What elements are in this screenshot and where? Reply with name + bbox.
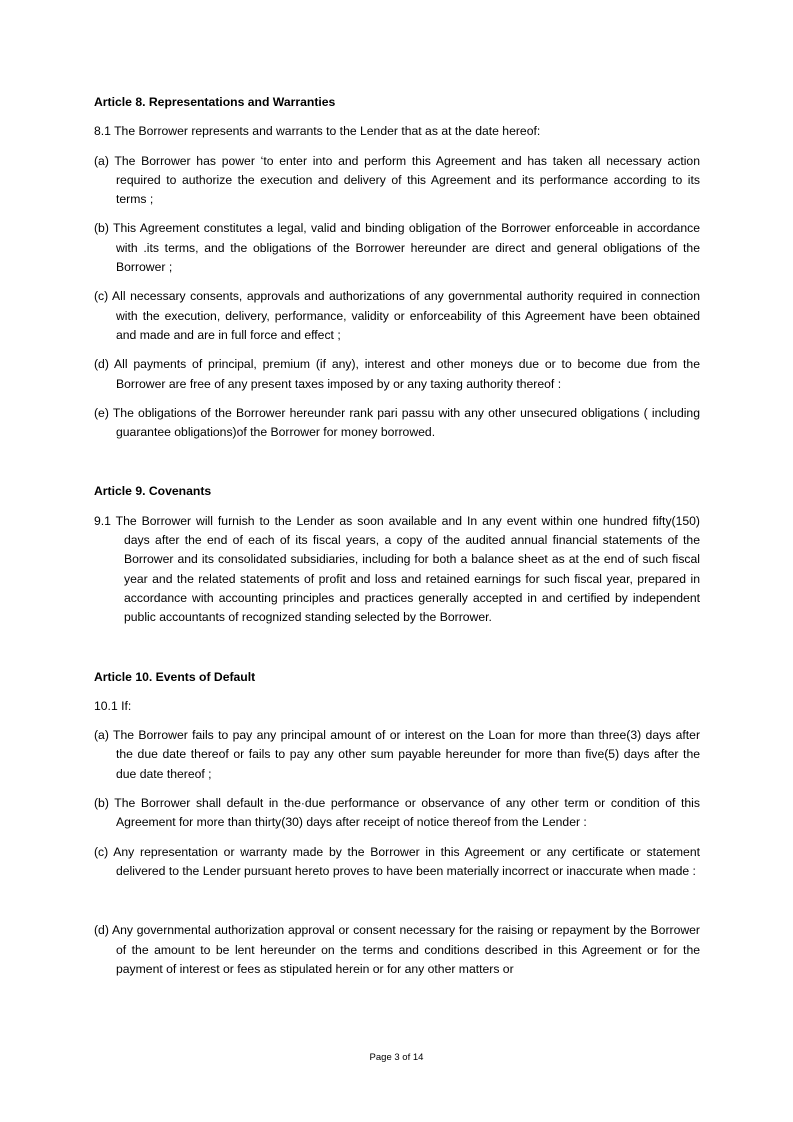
article-8-item-a: (a) The Borrower has power ‘to enter into and perform this Agreement and has taken all necessary action required to authorize the execution and delivery of this Agreement and its performance according to its terms ; bbox=[94, 153, 700, 207]
section-spacer bbox=[94, 442, 700, 482]
article-8-item-e: (e) The obligations of the Borrower hereunder rank pari passu with any other unsecured obligations ( including guarantee obligations)of the Borrower for money borrowed. bbox=[94, 405, 700, 440]
article-9-heading: Article 9. Covenants bbox=[94, 484, 212, 499]
article-10-heading: Article 10. Events of Default bbox=[94, 669, 256, 684]
article-10-item-b: (b) The Borrower shall default in the·due performance or observance of any other term or condition of this Agreement for more than thirty(30) days after receipt of notice thereof from the Lender : bbox=[94, 796, 700, 830]
article-9-item-1: 9.1 The Borrower will furnish to the Lender as soon available and In any event within one hundred fifty(150) days after the end of each of its fiscal years, a copy of the audited annual financial statements of the Borrower and its consolidated subsidiaries, including for both a balance sheet as at the end of such fiscal year and the related statements of profit and loss and retained earnings for such fiscal year, prepared in accordance with accounting principles and practices generally accepted in and certified by independent public accountants of recognized standing selected by the Borrower. bbox=[94, 513, 700, 625]
page-number-footer: Page 3 of 14 bbox=[369, 1052, 424, 1063]
page-content bbox=[94, 93, 700, 979]
section-spacer bbox=[94, 628, 700, 668]
article-8-intro: 8.1 The Borrower represents and warrants to the Lender that as at the date hereof: bbox=[94, 124, 541, 139]
paragraph-spacer bbox=[94, 881, 700, 911]
article-10-item-c: (c) Any representation or warranty made by the Borrower in this Agreement or any certificate or statement delivered to the Lender pursuant hereto proves to have been materially incorrect or inaccurate when made : bbox=[94, 844, 700, 878]
article-8-item-d: (d) All payments of principal, premium (if any), interest and other moneys due or to become due from the Borrower are free of any present taxes imposed by or any taxing authority thereof : bbox=[94, 357, 700, 391]
article-8-item-c: (c) All necessary consents, approvals and authorizations of any governmental authority required in connection with the execution, delivery, performance, validity or enforceability of this Agreement have been obtained and made and are in full force and effect ; bbox=[94, 289, 700, 342]
article-10-intro: 10.1 If: bbox=[94, 698, 132, 713]
article-10-item-d: (d) Any governmental authorization approval or consent necessary for the raising or repayment by the Borrower of the amount to be lent hereunder on the terms and conditions described in this Agreement or for the payment of interest or fees as stipulated herein or for any other matters or bbox=[94, 923, 700, 976]
article-10-item-a: (a) The Borrower fails to pay any principal amount of or interest on the Loan for more than three(3) days after the due date thereof or fails to pay any other sum payable hereunder for more than five(5) days after the due date thereof ; bbox=[94, 728, 700, 781]
article-8-heading: Article 8. Representations and Warranties bbox=[94, 95, 336, 109]
article-8-item-b: (b) This Agreement constitutes a legal, valid and binding obligation of the Borrower enforceable in accordance with .its terms, and the obligations of the Borrower hereunder are direct and general obligations of the Borrower ; bbox=[94, 221, 700, 275]
